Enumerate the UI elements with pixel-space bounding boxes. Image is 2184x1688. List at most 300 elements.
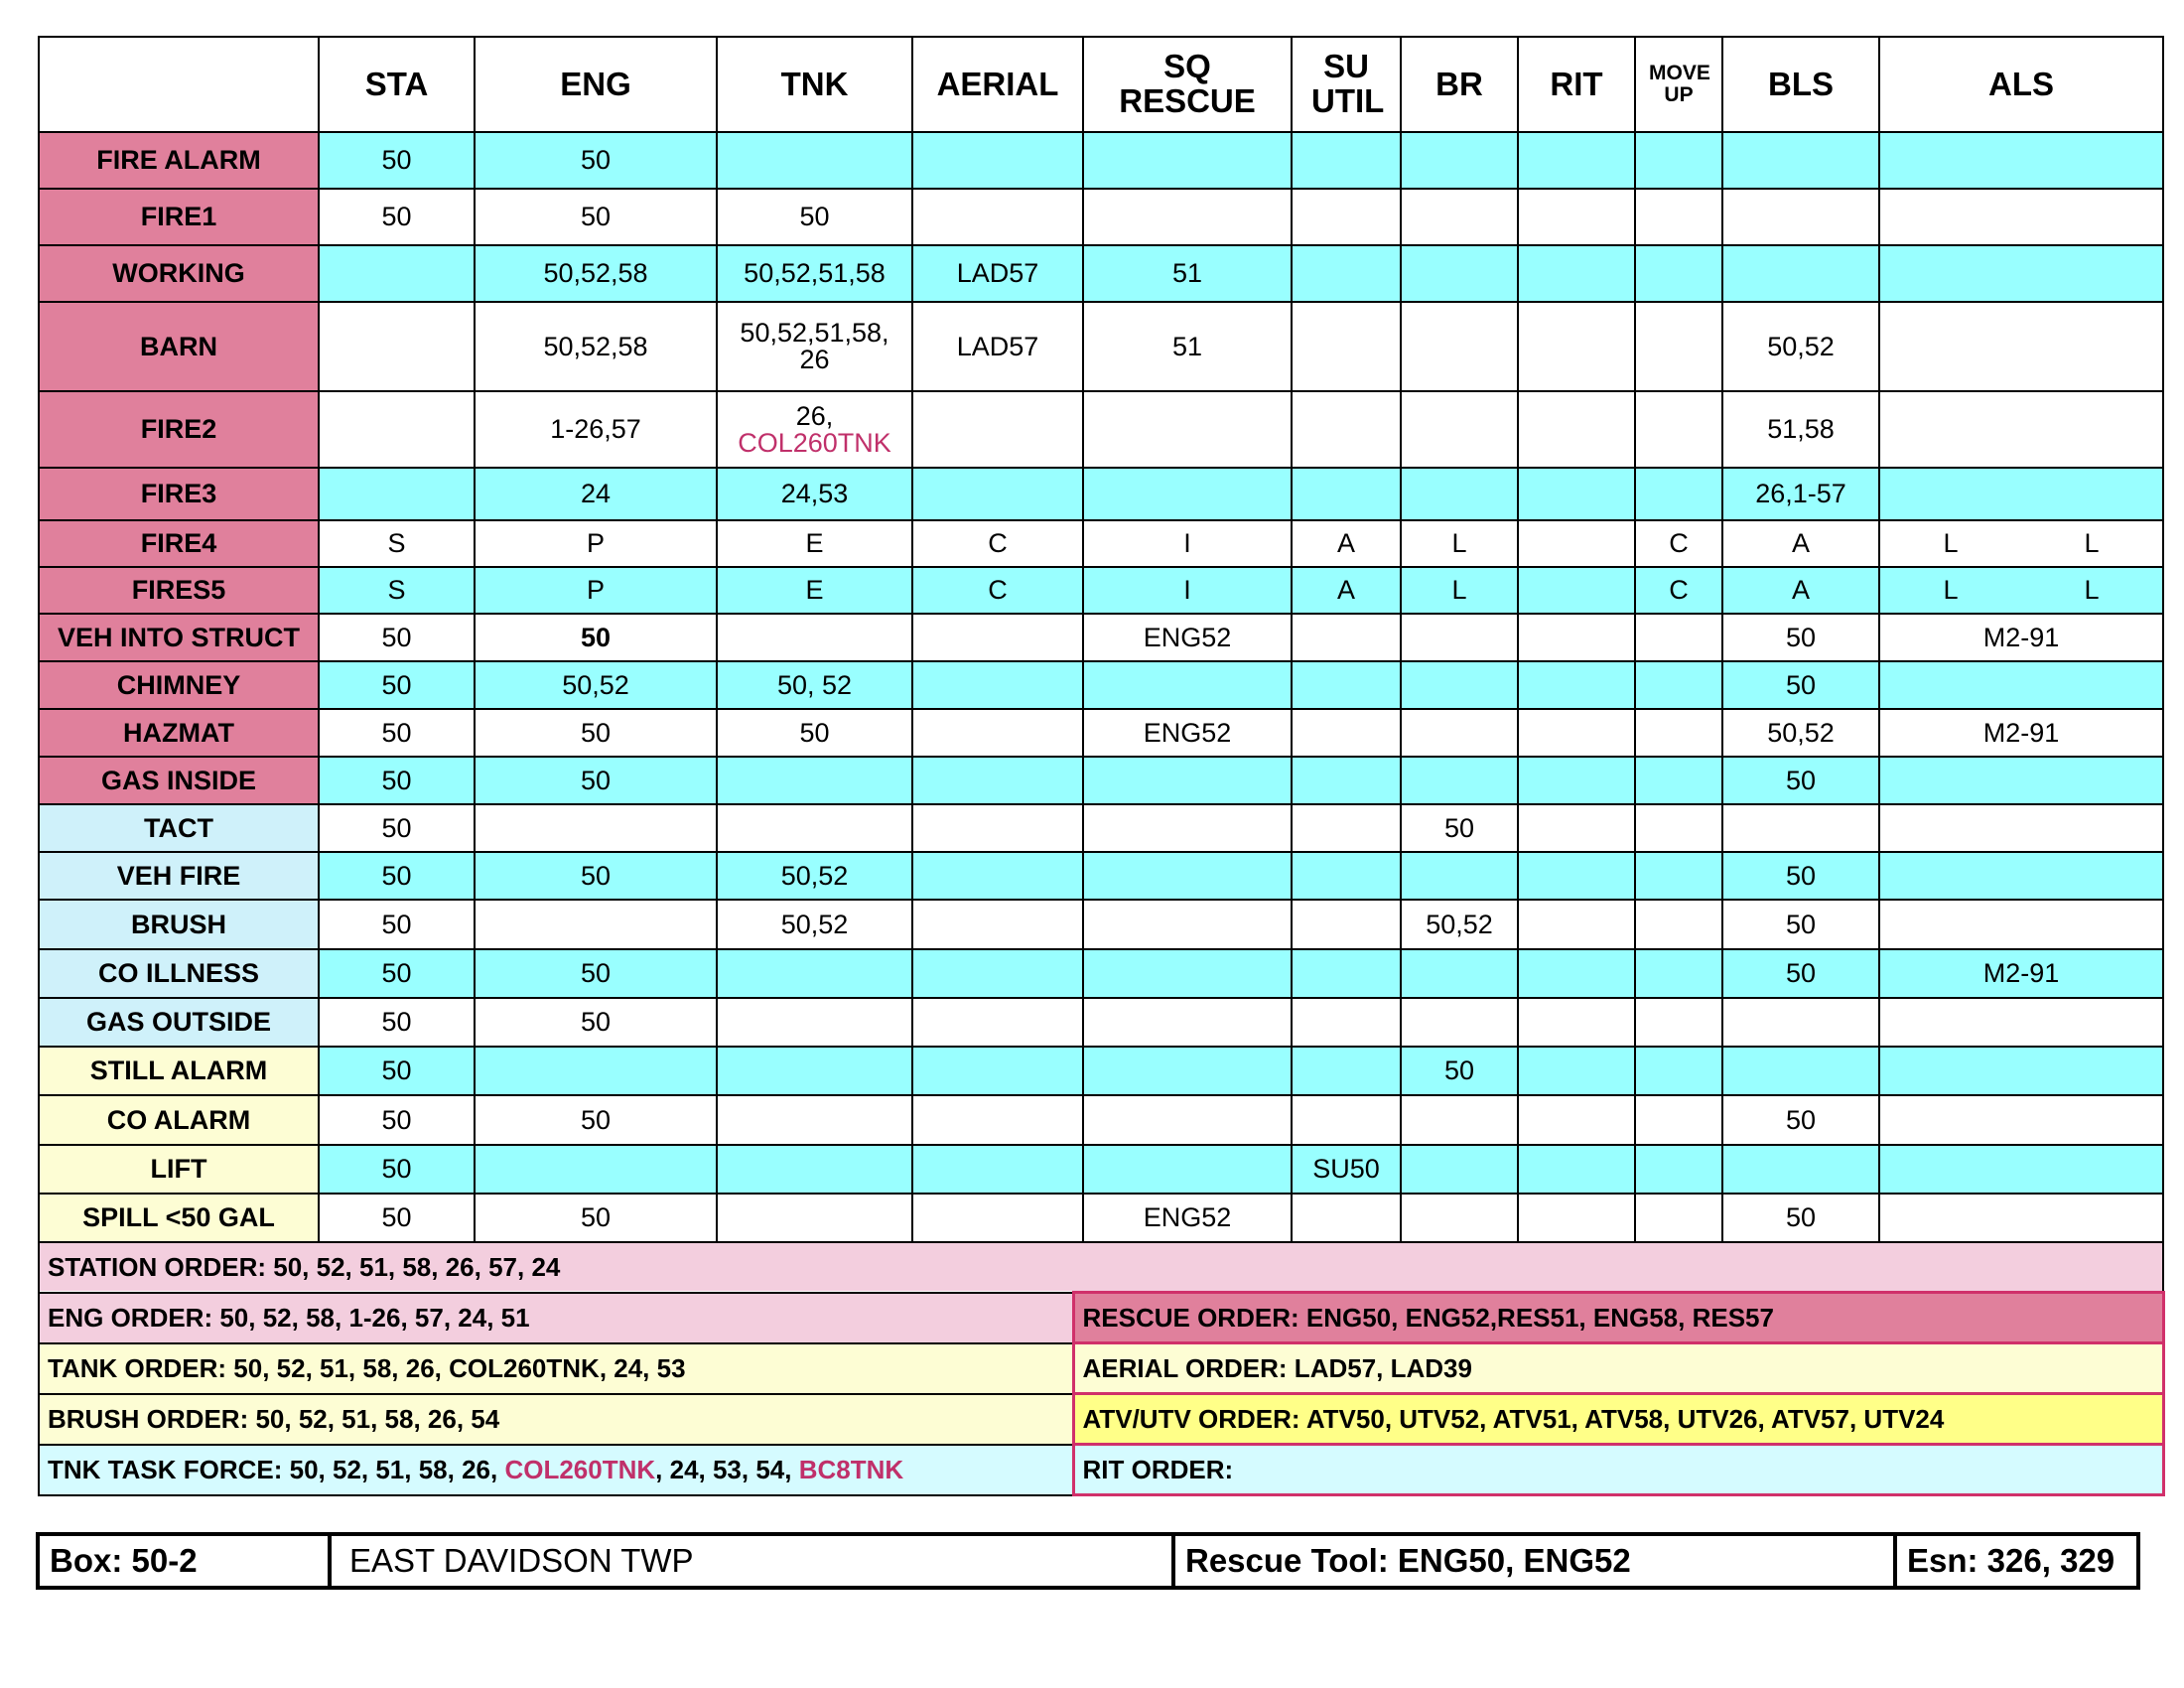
cell-tnk	[717, 1095, 912, 1145]
tnk-task-force-bc8: BC8TNK	[798, 1454, 904, 1484]
cell-tnk	[717, 614, 912, 661]
row-label: CO ALARM	[39, 1095, 319, 1145]
cell-sta: S	[319, 567, 475, 614]
cell-als: M2-91	[1879, 709, 2163, 757]
cell-su-util	[1292, 245, 1401, 302]
cell-bls	[1722, 189, 1879, 245]
cell-sta: 50	[319, 661, 475, 709]
row-label: GAS INSIDE	[39, 757, 319, 804]
cell-su-util	[1292, 900, 1401, 949]
cell-eng: 50,52,58	[475, 302, 717, 391]
cell-tnk	[717, 757, 912, 804]
rescue-order: RESCUE ORDER: ENG50, ENG52,RES51, ENG58, RES57	[1073, 1293, 2163, 1343]
cell-su-util	[1292, 757, 1401, 804]
cell-als	[1879, 804, 2163, 852]
table-row	[39, 1194, 2163, 1242]
cell-rit	[1518, 661, 1635, 709]
cell-su-util	[1292, 614, 1401, 661]
cell-als	[1879, 900, 2163, 949]
cell-sta	[319, 302, 475, 391]
eng-order: ENG ORDER: 50, 52, 58, 1-26, 57, 24, 51	[39, 1293, 1073, 1343]
cell-aerial	[912, 132, 1083, 189]
cell-su-util	[1292, 468, 1401, 520]
cell-move-up	[1635, 614, 1722, 661]
cell-br	[1401, 661, 1518, 709]
row-label: SPILL <50 GAL	[39, 1194, 319, 1242]
cell-su-util	[1292, 302, 1401, 391]
cell-move-up	[1635, 132, 1722, 189]
row-label: GAS OUTSIDE	[39, 998, 319, 1047]
cell-su-util	[1292, 1047, 1401, 1095]
cell-br	[1401, 189, 1518, 245]
cell-sta: 50	[319, 1047, 475, 1095]
cell-move-up	[1635, 189, 1722, 245]
cell-aerial	[912, 189, 1083, 245]
header-rit: RIT	[1518, 37, 1635, 132]
cell-tnk: 50,52,51,58	[717, 245, 912, 302]
cell-tnk	[717, 1145, 912, 1194]
header-sq-rescue: SQ RESCUE	[1083, 37, 1292, 132]
esn: Esn: 326, 329	[1907, 1542, 2116, 1579]
cell-eng: 50	[475, 757, 717, 804]
cell-sq-rescue	[1083, 852, 1292, 900]
cell-sta: 50	[319, 804, 475, 852]
cell-aerial	[912, 709, 1083, 757]
cell-sq-rescue: 51	[1083, 245, 1292, 302]
cell-eng: 50	[475, 949, 717, 998]
cell-eng: 50	[475, 852, 717, 900]
als-letter: L	[2084, 575, 2100, 605]
tnk-task-force-col260: COL260TNK	[504, 1454, 656, 1484]
cell-bls	[1722, 804, 1879, 852]
cell-aerial: C	[912, 520, 1083, 567]
cell-su-util	[1292, 391, 1401, 468]
cell-su-util: SU50	[1292, 1145, 1401, 1194]
cell-sta: 50	[319, 614, 475, 661]
cell-bls: A	[1722, 520, 1879, 567]
cell-sq-rescue	[1083, 1095, 1292, 1145]
cell-bls: 50,52	[1722, 709, 1879, 757]
cell-tnk: E	[717, 520, 912, 567]
table-row	[39, 302, 2163, 391]
box-number: Box: 50-2	[40, 1536, 332, 1586]
cell-tnk: 50,52	[717, 900, 912, 949]
cell-move-up	[1635, 1047, 1722, 1095]
cell-als	[1879, 468, 2163, 520]
cell-sq-rescue	[1083, 804, 1292, 852]
row-label: VEH INTO STRUCT	[39, 614, 319, 661]
cell-eng	[475, 804, 717, 852]
cell-move-up	[1635, 302, 1722, 391]
cell-bls: 50	[1722, 1095, 1879, 1145]
header-eng: ENG	[475, 37, 717, 132]
cell-br	[1401, 1145, 1518, 1194]
als-letters	[1880, 530, 2162, 557]
cell-su-util	[1292, 1095, 1401, 1145]
station-order: STATION ORDER: 50, 52, 51, 58, 26, 57, 24	[39, 1242, 2163, 1293]
row-label: CO ILLNESS	[39, 949, 319, 998]
header-aerial: AERIAL	[912, 37, 1083, 132]
cell-bls	[1722, 1047, 1879, 1095]
row-label: VEH FIRE	[39, 852, 319, 900]
cell-move-up	[1635, 998, 1722, 1047]
rescue-tool: Rescue Tool: ENG50, ENG52	[1175, 1536, 1897, 1586]
cell-su-util	[1292, 661, 1401, 709]
cell-aerial	[912, 804, 1083, 852]
cell-sta: 50	[319, 900, 475, 949]
cell-tnk	[717, 998, 912, 1047]
cell-eng: 50	[475, 614, 717, 661]
row-label: FIRE2	[39, 391, 319, 468]
cell-tnk	[717, 949, 912, 998]
cell-eng: P	[475, 567, 717, 614]
cell-aerial	[912, 852, 1083, 900]
header-tnk: TNK	[717, 37, 912, 132]
table-row	[39, 998, 2163, 1047]
cell-sq-rescue	[1083, 949, 1292, 998]
header-su-util: SU UTIL	[1292, 37, 1401, 132]
cell-tnk: 50	[717, 189, 912, 245]
cell-eng	[475, 1145, 717, 1194]
cell-eng: 50	[475, 132, 717, 189]
cell-aerial	[912, 1194, 1083, 1242]
cell-move-up	[1635, 1194, 1722, 1242]
table-row	[39, 900, 2163, 949]
cell-br	[1401, 302, 1518, 391]
cell-als: M2-91	[1879, 949, 2163, 998]
cell-bls: 50	[1722, 852, 1879, 900]
area-name: EAST DAVIDSON TWP	[332, 1536, 1175, 1586]
cell-move-up	[1635, 757, 1722, 804]
cell-br	[1401, 998, 1518, 1047]
cell-text-highlight: COL260TNK	[738, 427, 891, 458]
row-label: FIRE1	[39, 189, 319, 245]
cell-als: M2-91	[1879, 614, 2163, 661]
cell-aerial: LAD57	[912, 302, 1083, 391]
cell-eng: 50	[475, 189, 717, 245]
table-row	[39, 245, 2163, 302]
als-letter: L	[2084, 528, 2100, 558]
cell-sq-rescue	[1083, 391, 1292, 468]
cell-sta	[319, 245, 475, 302]
cell-rit	[1518, 1194, 1635, 1242]
cell-bls: 50	[1722, 757, 1879, 804]
cell-sq-rescue: ENG52	[1083, 1194, 1292, 1242]
cell-text: 26,	[795, 400, 834, 431]
cell-bls	[1722, 132, 1879, 189]
cell-rit	[1518, 1145, 1635, 1194]
cell-tnk	[717, 804, 912, 852]
cell-rit	[1518, 520, 1635, 567]
cell-sta: 50	[319, 189, 475, 245]
table-row	[39, 709, 2163, 757]
cell-aerial	[912, 1047, 1083, 1095]
cell-sta: 50	[319, 757, 475, 804]
cell-als	[1879, 302, 2163, 391]
cell-aerial	[912, 1095, 1083, 1145]
cell-bls: 50	[1722, 614, 1879, 661]
cell-aerial	[912, 1145, 1083, 1194]
cell-aerial	[912, 661, 1083, 709]
header-corner	[39, 37, 319, 132]
table-row	[39, 189, 2163, 245]
cell-su-util: A	[1292, 567, 1401, 614]
cell-eng: 50	[475, 709, 717, 757]
als-letter: L	[1943, 528, 1959, 558]
cell-als	[1879, 132, 2163, 189]
orders-table	[38, 1241, 2165, 1496]
cell-rit	[1518, 1095, 1635, 1145]
row-label: BARN	[39, 302, 319, 391]
cell-sq-rescue	[1083, 661, 1292, 709]
table-row	[39, 661, 2163, 709]
row-label: TACT	[39, 804, 319, 852]
cell-aerial: LAD57	[912, 245, 1083, 302]
cell-rit	[1518, 245, 1635, 302]
cell-sta: 50	[319, 1194, 475, 1242]
cell-sq-rescue: ENG52	[1083, 709, 1292, 757]
cell-tnk: 50,52	[717, 852, 912, 900]
cell-sta: 50	[319, 1095, 475, 1145]
row-label: FIRE ALARM	[39, 132, 319, 189]
table-row	[39, 614, 2163, 661]
cell-br: 50	[1401, 804, 1518, 852]
cell-aerial: C	[912, 567, 1083, 614]
row-label: WORKING	[39, 245, 319, 302]
cell-move-up	[1635, 1095, 1722, 1145]
cell-move-up	[1635, 900, 1722, 949]
cell-tnk	[717, 391, 912, 468]
cell-bls: 50	[1722, 661, 1879, 709]
cell-bls	[1722, 245, 1879, 302]
cell-als	[1879, 391, 2163, 468]
cell-br	[1401, 757, 1518, 804]
cell-eng: 50	[475, 1095, 717, 1145]
cell-als	[1879, 1095, 2163, 1145]
cell-aerial	[912, 998, 1083, 1047]
tnk-task-force-part2: , 24, 53, 54,	[655, 1454, 799, 1484]
cell-eng: 1-26,57	[475, 391, 717, 468]
cell-sq-rescue: 51	[1083, 302, 1292, 391]
table-row	[39, 1145, 2163, 1194]
cell-als	[1879, 852, 2163, 900]
cell-move-up: C	[1635, 520, 1722, 567]
rit-order: RIT ORDER:	[1073, 1445, 2163, 1495]
cell-sta: 50	[319, 949, 475, 998]
footer-bar	[36, 1532, 2140, 1590]
cell-als	[1879, 1194, 2163, 1242]
cell-eng: P	[475, 520, 717, 567]
cell-sta: 50	[319, 1145, 475, 1194]
row-label: FIRE3	[39, 468, 319, 520]
cell-br	[1401, 245, 1518, 302]
cell-sq-rescue: I	[1083, 520, 1292, 567]
cell-aerial	[912, 391, 1083, 468]
cell-rit	[1518, 949, 1635, 998]
cell-rit	[1518, 998, 1635, 1047]
cell-bls: 50	[1722, 1194, 1879, 1242]
cell-tnk: 50,52,51,58, 26	[717, 302, 912, 391]
cell-br	[1401, 1194, 1518, 1242]
cell-bls: 51,58	[1722, 391, 1879, 468]
row-label: LIFT	[39, 1145, 319, 1194]
cell-move-up	[1635, 709, 1722, 757]
cell-move-up	[1635, 1145, 1722, 1194]
cell-eng: 24	[475, 468, 717, 520]
table-row	[39, 804, 2163, 852]
cell-br	[1401, 1095, 1518, 1145]
table-row	[39, 949, 2163, 998]
cell-bls: 26,1-57	[1722, 468, 1879, 520]
cell-rit	[1518, 132, 1635, 189]
als-letter: L	[1943, 575, 1959, 605]
cell-sq-rescue	[1083, 757, 1292, 804]
cell-aerial	[912, 468, 1083, 520]
cell-sq-rescue	[1083, 1047, 1292, 1095]
cell-br: 50,52	[1401, 900, 1518, 949]
cell-aerial	[912, 614, 1083, 661]
cell-rit	[1518, 804, 1635, 852]
table-row	[39, 852, 2163, 900]
row-label: FIRES5	[39, 567, 319, 614]
aerial-order: AERIAL ORDER: LAD57, LAD39	[1073, 1343, 2163, 1394]
table-row	[39, 391, 2163, 468]
cell-sq-rescue	[1083, 998, 1292, 1047]
cell-als	[1879, 245, 2163, 302]
cell-su-util	[1292, 949, 1401, 998]
cell-br	[1401, 949, 1518, 998]
cell-rit	[1518, 302, 1635, 391]
cell-move-up	[1635, 468, 1722, 520]
cell-move-up	[1635, 852, 1722, 900]
cell-als	[1879, 567, 2163, 614]
cell-su-util	[1292, 189, 1401, 245]
cell-move-up	[1635, 804, 1722, 852]
cell-als	[1879, 757, 2163, 804]
cell-sta: 50	[319, 132, 475, 189]
cell-als	[1879, 1145, 2163, 1194]
cell-move-up	[1635, 245, 1722, 302]
cell-tnk	[717, 132, 912, 189]
header-bls: BLS	[1722, 37, 1879, 132]
cell-bls	[1722, 998, 1879, 1047]
table-row	[39, 757, 2163, 804]
cell-rit	[1518, 900, 1635, 949]
cell-eng	[475, 900, 717, 949]
cell-als	[1879, 189, 2163, 245]
cell-sta: 50	[319, 998, 475, 1047]
cell-sq-rescue	[1083, 189, 1292, 245]
cell-rit	[1518, 852, 1635, 900]
cell-tnk	[717, 1194, 912, 1242]
table-row	[39, 520, 2163, 567]
cell-rit	[1518, 567, 1635, 614]
cell-bls: 50	[1722, 949, 1879, 998]
cell-rit	[1518, 391, 1635, 468]
row-label: FIRE4	[39, 520, 319, 567]
cell-br	[1401, 614, 1518, 661]
cell-rit	[1518, 709, 1635, 757]
cell-als	[1879, 1047, 2163, 1095]
tnk-task-force	[39, 1445, 1073, 1495]
cell-sta	[319, 468, 475, 520]
grid-body	[39, 132, 2163, 1242]
header-row	[39, 37, 2163, 132]
cell-eng: 50	[475, 1194, 717, 1242]
cell-move-up	[1635, 391, 1722, 468]
cell-bls	[1722, 1145, 1879, 1194]
cell-eng: 50,52	[475, 661, 717, 709]
tnk-task-force-part1: TNK TASK FORCE: 50, 52, 51, 58, 26,	[48, 1454, 505, 1484]
cell-br: L	[1401, 567, 1518, 614]
cell-eng: 50	[475, 998, 717, 1047]
row-label: HAZMAT	[39, 709, 319, 757]
row-label: STILL ALARM	[39, 1047, 319, 1095]
cell-sta: 50	[319, 852, 475, 900]
cell-bls: 50	[1722, 900, 1879, 949]
cell-su-util	[1292, 709, 1401, 757]
cell-eng: 50,52,58	[475, 245, 717, 302]
cell-eng	[475, 1047, 717, 1095]
cell-als	[1879, 520, 2163, 567]
cell-br: L	[1401, 520, 1518, 567]
cell-aerial	[912, 900, 1083, 949]
table-row	[39, 132, 2163, 189]
cell-sq-rescue	[1083, 132, 1292, 189]
cell-move-up	[1635, 949, 1722, 998]
cell-su-util	[1292, 804, 1401, 852]
table-row	[39, 567, 2163, 614]
cell-bls: 50,52	[1722, 302, 1879, 391]
cell-sq-rescue	[1083, 900, 1292, 949]
cell-br	[1401, 468, 1518, 520]
cell-als	[1879, 661, 2163, 709]
run-card-grid	[38, 36, 2164, 1243]
row-label: CHIMNEY	[39, 661, 319, 709]
cell-rit	[1518, 1047, 1635, 1095]
cell-sq-rescue	[1083, 1145, 1292, 1194]
cell-tnk: E	[717, 567, 912, 614]
header-move-up: MOVE UP	[1635, 37, 1722, 132]
als-letters	[1880, 577, 2162, 604]
tank-order: TANK ORDER: 50, 52, 51, 58, 26, COL260TNK, 24, 53	[39, 1343, 1073, 1394]
cell-als	[1879, 998, 2163, 1047]
cell-bls: A	[1722, 567, 1879, 614]
cell-sta	[319, 391, 475, 468]
cell-su-util: A	[1292, 520, 1401, 567]
cell-sta: 50	[319, 709, 475, 757]
table-row	[39, 468, 2163, 520]
cell-su-util	[1292, 1194, 1401, 1242]
cell-rit	[1518, 189, 1635, 245]
cell-sta: S	[319, 520, 475, 567]
brush-order: BRUSH ORDER: 50, 52, 51, 58, 26, 54	[39, 1394, 1073, 1445]
table-row	[39, 1047, 2163, 1095]
cell-rit	[1518, 614, 1635, 661]
cell-aerial	[912, 757, 1083, 804]
cell-br	[1401, 852, 1518, 900]
cell-sq-rescue: ENG52	[1083, 614, 1292, 661]
cell-sq-rescue: I	[1083, 567, 1292, 614]
cell-move-up: C	[1635, 567, 1722, 614]
cell-su-util	[1292, 132, 1401, 189]
cell-aerial	[912, 949, 1083, 998]
header-als: ALS	[1879, 37, 2163, 132]
cell-su-util	[1292, 998, 1401, 1047]
header-sta: STA	[319, 37, 475, 132]
atv-utv-order: ATV/UTV ORDER: ATV50, UTV52, ATV51, ATV58, UTV26, ATV57, UTV24	[1073, 1394, 2163, 1445]
cell-br	[1401, 132, 1518, 189]
